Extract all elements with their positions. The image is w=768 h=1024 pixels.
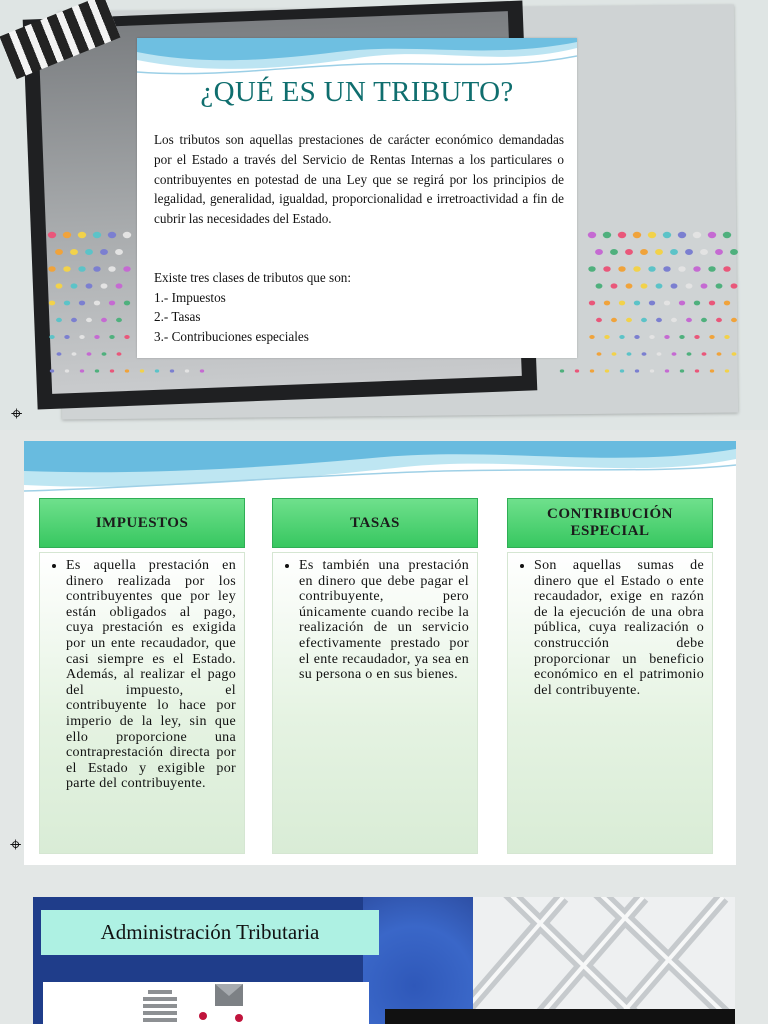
decorative-dot [589, 301, 595, 306]
decorative-dot [634, 335, 639, 339]
decorative-dot [597, 352, 602, 356]
decorative-dot [723, 232, 731, 238]
decorative-dot [560, 369, 564, 372]
column-contribucion-especial [507, 498, 713, 854]
decorative-dot [117, 352, 122, 356]
column-header: TASAS [272, 498, 478, 548]
decorative-dot [170, 369, 174, 372]
decorative-dot [650, 369, 654, 372]
column-tasas [272, 498, 478, 854]
content-box [43, 982, 369, 1024]
column-text: • Es también una prestación en dinero que debe pagar el contribuyente, pero únicamente cuando recibe la realización de un servicio efectivamente prestado por el ente recaudador, ya sea en su persona o en sus bienes. [299, 553, 469, 683]
decorative-dot [78, 232, 86, 238]
slide-tribute-types [24, 441, 736, 865]
decorative-dot [686, 318, 692, 322]
column-header-line: CONTRIBUCIÓN [546, 506, 673, 522]
decorative-dot [619, 335, 624, 339]
section-title: Administración Tributaria [41, 910, 379, 955]
definition-paragraph: Los tributos son aquellas prestaciones de carácter económico demandadas por el Estado a través del Servicio de Rentas Internas a los particulares o contribuyentes en potestad de una Ley que se regirá por los principios de legalidad, generalidad, igualdad, proporcionalidad e irretroactividad a fin de cubrir las necesidades del Estado. [154, 132, 564, 227]
decorative-dot [732, 352, 737, 356]
decorative-dot [708, 266, 715, 272]
decorative-dot [640, 249, 648, 255]
decorative-dot [625, 249, 633, 255]
decorative-dot [55, 249, 63, 255]
decorative-dot [731, 318, 737, 322]
decorative-dot [63, 266, 70, 272]
decorative-dot [86, 283, 93, 288]
column-header [507, 498, 713, 548]
decorative-dot [618, 232, 626, 238]
decorative-dot [648, 266, 655, 272]
decorative-dot [695, 369, 699, 372]
list-item: 3.- Contribuciones especiales [154, 328, 309, 344]
decorative-dot [109, 335, 114, 339]
decorative-dot [664, 301, 670, 306]
decorative-dot [78, 266, 85, 272]
decorative-dot [100, 249, 108, 255]
decorative-dot [663, 232, 671, 238]
decorative-dot [717, 352, 722, 356]
decorative-dot [612, 352, 617, 356]
slide-que-es-un-tributo [0, 0, 768, 430]
decorative-dot [123, 266, 130, 272]
decorative-dot [694, 301, 700, 306]
decorative-dot [648, 232, 656, 238]
decorative-dot [633, 266, 640, 272]
decorative-dot [94, 335, 99, 339]
list-item: 1.- Impuestos [154, 289, 226, 305]
list-item: 2.- Tasas [154, 309, 201, 324]
page-title: ¿QUÉ ES UN TRIBUTO? [200, 76, 514, 108]
decorative-dot [620, 369, 624, 372]
decorative-dot [93, 266, 100, 272]
decorative-dot [687, 352, 692, 356]
decorative-dot [604, 335, 609, 339]
decorative-dot [671, 318, 677, 322]
tribute-types-list [154, 268, 564, 346]
decorative-dot [610, 249, 618, 255]
column-header: IMPUESTOS [39, 498, 245, 548]
decorative-dot [649, 335, 654, 339]
column-header-line: ESPECIAL [570, 523, 650, 539]
decorative-dot [619, 301, 625, 306]
decorative-dot [85, 249, 93, 255]
decorative-dot [680, 369, 684, 372]
column-body [39, 552, 245, 854]
wave-decoration [24, 441, 736, 501]
decorative-dot [693, 232, 701, 238]
decorative-dot [730, 249, 738, 255]
decorative-dot [618, 266, 625, 272]
decorative-dot [65, 369, 69, 372]
decorative-dot [663, 266, 670, 272]
decorative-dot [635, 369, 639, 372]
decorative-dot [124, 335, 129, 339]
text-panel [137, 38, 577, 358]
decorative-dot [731, 283, 738, 288]
decorative-dot [611, 283, 618, 288]
decorative-dot [678, 266, 685, 272]
decorative-dot [679, 335, 684, 339]
decorative-dot [123, 232, 131, 238]
decorative-dot [71, 318, 77, 322]
decorative-dot [664, 335, 669, 339]
decorative-dot [633, 232, 641, 238]
decorative-dot [634, 301, 640, 306]
decorative-dot [671, 283, 678, 288]
decorative-dot [108, 266, 115, 272]
decorative-dot [710, 369, 714, 372]
decorative-dot [655, 249, 663, 255]
decorative-dot [656, 318, 662, 322]
decorative-dot [64, 335, 69, 339]
decorative-dot [641, 283, 648, 288]
decorative-dot [71, 283, 78, 288]
decorative-dot [716, 318, 722, 322]
slide-administracion-tributaria [33, 897, 735, 1024]
decorative-dot [49, 301, 55, 306]
decorative-dot [709, 301, 715, 306]
decorative-dot [56, 283, 63, 288]
column-text: • Son aquellas sumas de dinero que el Estado o ente recaudador, exige en razón de la ejecución de una obra pública, cuya realización o construcción debe proporcionar un beneficio económico en el patrimonio del contribuyente. [534, 553, 704, 698]
decorative-dot [575, 369, 579, 372]
decorative-dot [701, 283, 708, 288]
decorative-dot [611, 318, 617, 322]
decorative-dot [725, 369, 729, 372]
decorative-dot [79, 301, 85, 306]
decorative-dot [64, 301, 70, 306]
decorative-dot [116, 318, 122, 322]
decorative-dot [700, 249, 708, 255]
decorative-dot [102, 352, 107, 356]
column-text: • Es aquella prestación en dinero realizada por los contribuyentes que por ley están obligados al pago, cuya prestación es exigida por un ente recaudador, que casi siempre es el Estado. Además, al realizar el pago del impuesto, el contribuyente lo hace por imperio de la ley, sin que ello proporcione una contraprestación directa por el Estado y exigible por parte del contribuyente. [66, 553, 236, 792]
decorative-dot [656, 283, 663, 288]
column-body [272, 552, 478, 854]
decorative-dot [50, 369, 54, 372]
decorative-dot [86, 318, 92, 322]
decorative-dot [603, 266, 610, 272]
decorative-dot [604, 301, 610, 306]
decorative-dot [116, 283, 123, 288]
decorative-dot [686, 283, 693, 288]
dark-text-strip [385, 1009, 735, 1024]
decorative-dot [79, 335, 84, 339]
decorative-dot [101, 318, 107, 322]
decorative-dot [709, 335, 714, 339]
decorative-dot [649, 301, 655, 306]
decorative-dot [605, 369, 609, 372]
document-stack-icon [43, 982, 369, 1024]
list-intro: Existe tres clases de tributos que son: [154, 270, 352, 285]
decorative-dot [596, 318, 602, 322]
decorative-dot [672, 352, 677, 356]
decorative-dot [708, 232, 716, 238]
decorative-dot [56, 318, 62, 322]
decorative-dot [715, 249, 723, 255]
decorative-dot [48, 232, 56, 238]
decorative-dot [110, 369, 114, 372]
decorative-dot [72, 352, 77, 356]
decorative-dot [95, 369, 99, 372]
decorative-dot [108, 232, 116, 238]
decorative-dot [589, 335, 594, 339]
decorative-dot [694, 335, 699, 339]
decorative-dot [185, 369, 189, 372]
decorative-dot [685, 249, 693, 255]
column-body [507, 552, 713, 854]
column-impuestos [39, 498, 245, 854]
decorative-dot [49, 335, 54, 339]
decorative-dot [693, 266, 700, 272]
decorative-dot [93, 232, 101, 238]
decorative-dot [641, 318, 647, 322]
decorative-dot [94, 301, 100, 306]
decorative-dot [716, 283, 723, 288]
decorative-dot [109, 301, 115, 306]
decorative-dot [125, 369, 129, 372]
crosshair-icon: ⌖ [10, 832, 22, 856]
decorative-dot [657, 352, 662, 356]
decorative-dot [101, 283, 108, 288]
decorative-dot [57, 352, 62, 356]
crosshair-icon: ⌖ [11, 401, 23, 425]
decorative-dot [80, 369, 84, 372]
decorative-dot [642, 352, 647, 356]
lattice-decoration [473, 897, 735, 1024]
decorative-dot [603, 232, 611, 238]
decorative-dot [48, 266, 55, 272]
decorative-dot [702, 352, 707, 356]
decorative-dot [724, 301, 730, 306]
decorative-dot [701, 318, 707, 322]
decorative-dot [627, 352, 632, 356]
decorative-dot [155, 369, 159, 372]
decorative-dot [595, 249, 603, 255]
decorative-dot [115, 249, 123, 255]
decorative-dot [670, 249, 678, 255]
decorative-dot [87, 352, 92, 356]
decorative-dot [596, 283, 603, 288]
decorative-dot [724, 335, 729, 339]
decorative-dot [590, 369, 594, 372]
decorative-dot [723, 266, 730, 272]
decorative-dot [588, 266, 595, 272]
decorative-dot [626, 283, 633, 288]
decorative-dot [626, 318, 632, 322]
decorative-dot [70, 249, 78, 255]
decorative-dot [678, 232, 686, 238]
decorative-dot [63, 232, 71, 238]
decorative-dot [124, 301, 130, 306]
decorative-dot [140, 369, 144, 372]
decorative-dot [679, 301, 685, 306]
decorative-dot [200, 369, 204, 372]
decorative-dot [588, 232, 596, 238]
decorative-dot [665, 369, 669, 372]
